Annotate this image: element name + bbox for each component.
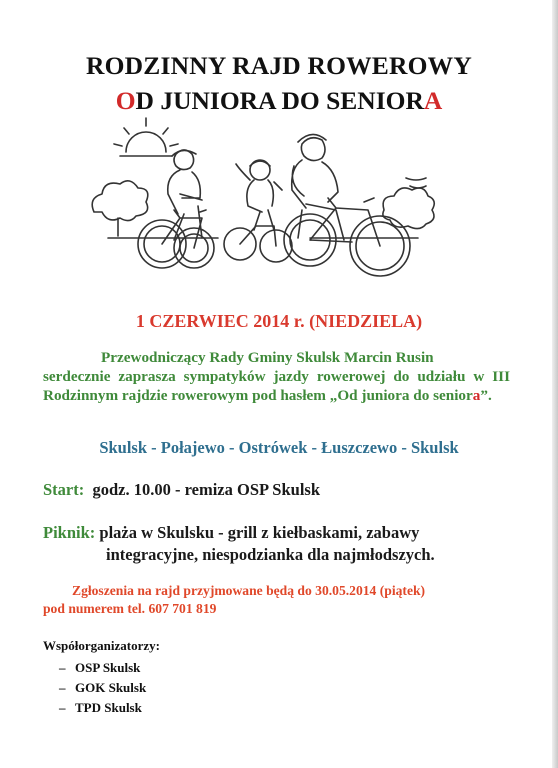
registration-info: [43, 582, 513, 618]
list-item: – TPD Skulsk: [59, 698, 160, 718]
invitation-body-text: serdecznie zaprasza sympatyków jazdy rowerowej do udziału w III Rodzinnym rajdzie rowerowym pod hasłem: [43, 368, 510, 404]
picnic-info: [43, 522, 435, 566]
list-item: – GOK Skulsk: [59, 678, 160, 698]
tree-icon: [383, 178, 434, 229]
slogan-last-letter: a: [472, 387, 481, 404]
invitation-text: [43, 348, 510, 405]
coorganizers-list: [43, 658, 160, 718]
bicycle-icon: [138, 210, 214, 268]
cyclist-figure: [236, 160, 282, 230]
poster-subtitle: [0, 86, 558, 116]
slogan-quote-close: ”.: [480, 387, 492, 404]
slogan-text: Od juniora do senior: [337, 387, 473, 404]
family-cycling-illustration: [88, 114, 440, 284]
start-info: [43, 480, 320, 500]
sun-icon: [114, 118, 178, 156]
list-item: – OSP Skulsk: [59, 658, 160, 678]
start-label: Start:: [43, 480, 85, 499]
invitation-body: [43, 367, 510, 405]
picnic-label: Piknik:: [43, 523, 96, 542]
coorganizers: [43, 636, 160, 718]
picnic-line-2: integracyjne, niespodzianka dla najmłodszych.: [106, 545, 435, 564]
subtitle-last-letter: A: [423, 86, 443, 115]
bicycle-icon: [224, 226, 292, 262]
coorganizers-heading: Współorganizatorzy:: [43, 638, 160, 653]
route-line: Skulsk - Połajewo - Ostrówek - Łuszczewo - Skulsk: [99, 438, 459, 457]
registration-line-1: Zgłoszenia na rajd przyjmowane będą do 30.05.2014 (piątek): [72, 583, 426, 598]
invitation-line-1: Przewodniczący Rady Gminy Skulsk Marcin Rusin: [101, 349, 434, 366]
start-text: godz. 10.00 - remiza OSP Skulsk: [92, 480, 320, 499]
cyclist-figure: [168, 150, 202, 240]
slogan-quote-open: „: [329, 387, 338, 404]
bicycle-icon: [284, 198, 410, 276]
subtitle-first-letter: O: [115, 86, 136, 115]
event-date: 1 CZERWIEC 2014 r. (NIEDZIELA): [135, 311, 423, 331]
tree-icon: [92, 181, 148, 236]
registration-line-2: pod numerem tel. 607 701 819: [43, 601, 217, 616]
picnic-line-1: plaża w Skulsku - grill z kiełbaskami, zabawy: [99, 523, 420, 542]
subtitle-middle: D JUNIORA DO SENIOR: [135, 86, 424, 115]
poster-title: RODZINNY RAJD ROWEROWY: [86, 51, 472, 80]
cyclist-figure: [292, 134, 344, 240]
